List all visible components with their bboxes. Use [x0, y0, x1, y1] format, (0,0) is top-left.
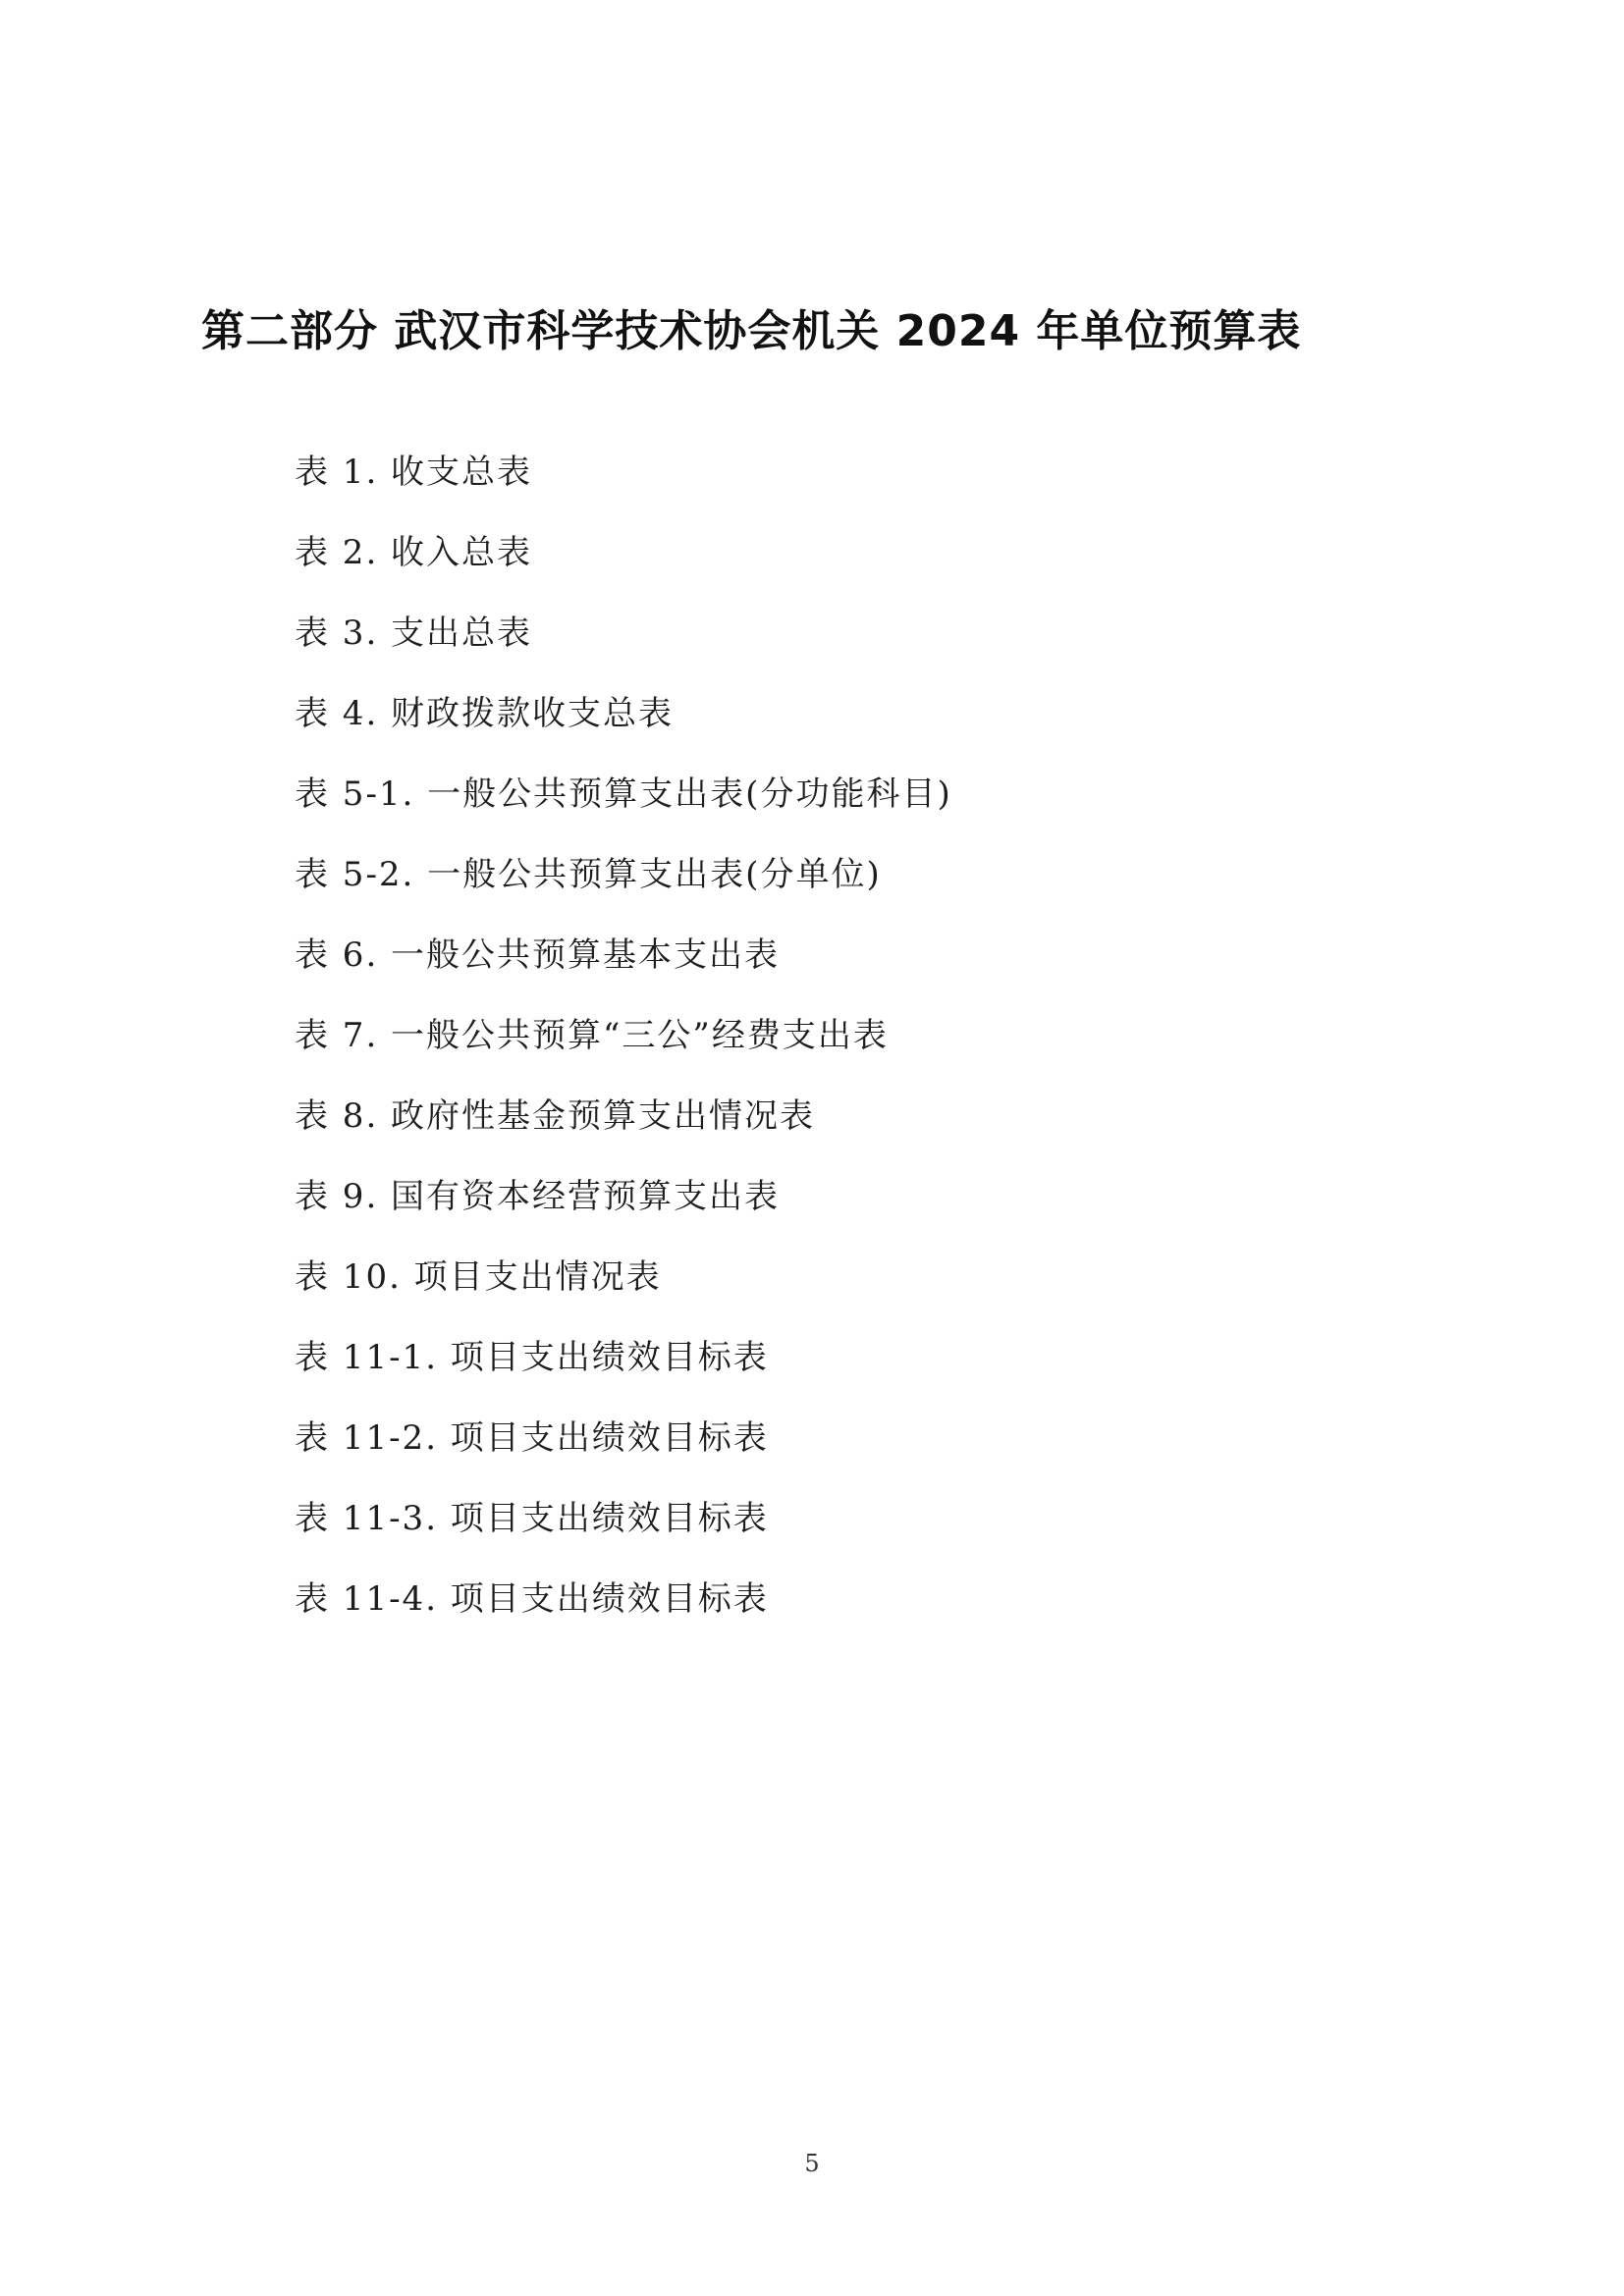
list-item: 表 10. 项目支出情况表 — [295, 1257, 662, 1297]
list-item: 表 5-1. 一般公共预算支出表(分功能科目) — [295, 774, 952, 814]
list-item: 表 7. 一般公共预算“三公”经费支出表 — [295, 1016, 889, 1055]
list-item: 表 8. 政府性基金预算支出情况表 — [295, 1096, 816, 1136]
list-item: 表 2. 收入总表 — [295, 533, 533, 572]
list-item: 表 1. 收支总表 — [295, 453, 533, 492]
list-item: 表 5-2. 一般公共预算支出表(分单位) — [295, 855, 882, 894]
list-item: 表 9. 国有资本经营预算支出表 — [295, 1177, 781, 1216]
page-title: 第二部分 武汉市科学技术协会机关 2024 年单位预算表 — [201, 306, 1302, 357]
list-item: 表 6. 一般公共预算基本支出表 — [295, 935, 781, 975]
list-item: 表 11-3. 项目支出绩效目标表 — [295, 1499, 769, 1538]
table-of-contents — [295, 432, 1375, 1639]
list-item: 表 11-2. 项目支出绩效目标表 — [295, 1418, 769, 1458]
list-item: 表 4. 财政拨款收支总表 — [295, 694, 675, 733]
list-item: 表 11-1. 项目支出绩效目标表 — [295, 1338, 769, 1377]
list-item: 表 11-4. 项目支出绩效目标表 — [295, 1579, 769, 1619]
page-number: 5 — [804, 2150, 820, 2177]
list-item: 表 3. 支出总表 — [295, 614, 533, 653]
